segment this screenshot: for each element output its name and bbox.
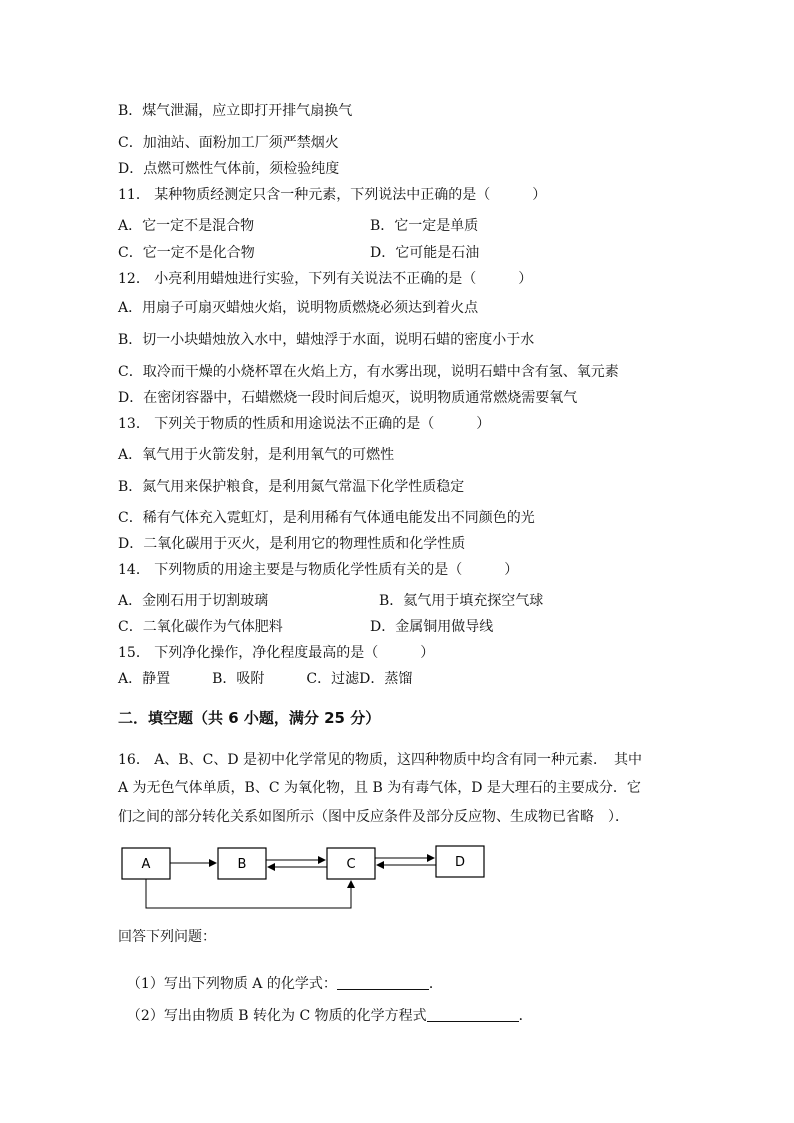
answer-blank-2[interactable] — [427, 1007, 519, 1022]
q16-line-1: 16． A、B、C、D 是初中化学常见的物质，这四种物质中均含有同一种元素． 其中 — [118, 752, 643, 768]
q14-option-b: B．氦气用于填充探空气球 — [379, 593, 544, 609]
line-q12: 12． 小亮利用蜡烛进行实验，下列有关说法不正确的是（ ） — [118, 271, 533, 287]
q14-option-c: C．二氧化碳作为气体肥料 — [118, 619, 283, 635]
node-c-label: C — [346, 857, 356, 872]
line-q13: 13． 下列关于物质的性质和用途说法不正确的是（ ） — [118, 416, 491, 432]
q16-sub-1 — [118, 957, 443, 993]
answer-blank-1[interactable] — [337, 975, 429, 990]
line-q12c: C．取冷而干燥的小烧杯罩在火焰上方，有水雾出现，说明石蜡中含有氢、氧元素 — [118, 364, 619, 380]
line-q11: 11． 某种物质经测定只含一种元素，下列说法中正确的是（ ） — [118, 187, 547, 203]
q16-sub-2-end: ． — [518, 1008, 533, 1024]
q16-prompt: 回答下列问题： — [118, 929, 216, 945]
line-q12b: B．切一小块蜡烛放入水中，蜡烛浮于水面，说明石蜡的密度小于水 — [118, 332, 535, 348]
q11-option-c: C．它一定不是化合物 — [118, 245, 255, 261]
q11-option-a: A．它一定不是混合物 — [118, 218, 255, 234]
q16-sub-2 — [118, 989, 533, 1025]
q16-sub-1-text: （1）写出下列物质 A 的化学式： — [126, 976, 337, 992]
line-q10d: D．点燃可燃性气体前，须检验纯度 — [118, 161, 340, 177]
line-q15opts: A．静置 B．吸附 C．过滤D．蒸馏 — [118, 671, 413, 687]
line-q12a: A．用扇子可扇灭蜡烛火焰，说明物质燃烧必须达到着火点 — [118, 300, 479, 316]
q16-line-3: 们之间的部分转化关系如图所示（图中反应条件及部分反应物、生成物已省略 ）． — [118, 809, 629, 825]
line-q13a: A．氧气用于火箭发射，是利用氧气的可燃性 — [118, 447, 395, 463]
line-q15: 15． 下列净化操作，净化程度最高的是（ ） — [118, 645, 435, 661]
line-q13d: D．二氧化碳用于灭火，是利用它的物理性质和化学性质 — [118, 536, 466, 552]
q14-option-d: D．金属铜用做导线 — [370, 619, 494, 635]
node-a-label: A — [141, 857, 151, 872]
node-b-label: B — [237, 857, 247, 872]
arrow-a-to-c — [146, 879, 351, 908]
line-q13c: C．稀有气体充入霓虹灯，是利用稀有气体通电能发出不同颜色的光 — [118, 510, 535, 526]
node-d-label: D — [454, 855, 466, 870]
q11-option-d: D．它可能是石油 — [370, 245, 480, 261]
q16-line-2: A 为无色气体单质，B、C 为氧化物，且 B 为有毒气体，D 是大理石的主要成分．它 — [118, 780, 641, 796]
q14-option-a: A．金刚石用于切割玻璃 — [118, 593, 269, 609]
line-q13b: B．氮气用来保护粮食，是利用氮气常温下化学性质稳定 — [118, 479, 465, 495]
line-q14: 14． 下列物质的用途主要是与物质化学性质有关的是（ ） — [118, 562, 519, 578]
q16-sub-1-end: ． — [428, 976, 443, 992]
line-q10b: B．煤气泄漏，应立即打开排气扇换气 — [118, 103, 353, 119]
transformation-diagram — [110, 838, 510, 918]
line-q10c: C．加油站、面粉加工厂须严禁烟火 — [118, 135, 339, 151]
q11-option-b: B．它一定是单质 — [370, 218, 479, 234]
q16-sub-2-text: （2）写出由物质 B 转化为 C 物质的化学方程式 — [126, 1008, 427, 1024]
line-q12d: D．在密闭容器中，石蜡燃烧一段时间后熄灭，说明物质通常燃烧需要氧气 — [118, 390, 578, 406]
section-title: 二．填空题（共 6 小题，满分 25 分） — [118, 709, 381, 727]
